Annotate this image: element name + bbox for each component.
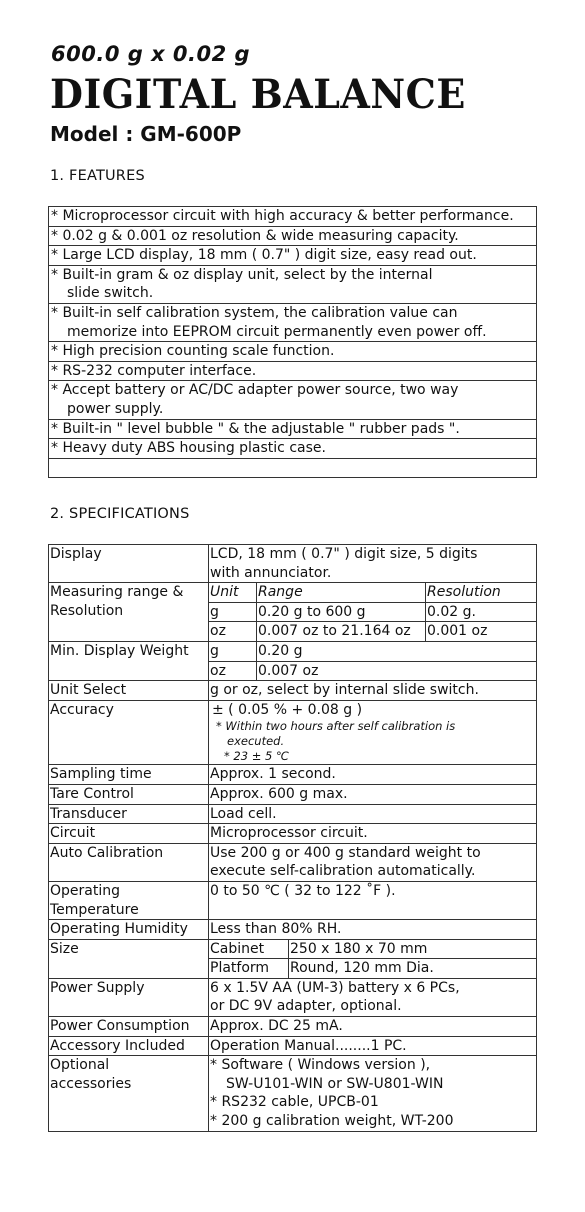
features-heading: 1. FEATURES [50,168,145,184]
feature-cell [49,361,537,381]
spec-row-operating-temperature [49,881,537,919]
spec-label [49,1056,209,1131]
spec-label-line: Temperature [50,901,139,918]
feature-cell [49,458,537,477]
spec-label: Sampling time [49,765,209,785]
size-value: Round, 120 mm Dia. [289,959,537,979]
spec-label: Power Supply [49,978,209,1016]
feature-text: memorize into EEPROM circuit permanently even power off. [67,323,487,340]
feature-row [49,303,537,341]
spec-label: Accuracy [49,700,209,765]
spec-value [209,700,537,765]
feature-cell [49,246,537,266]
min-value: 0.20 g [257,641,537,661]
specifications-table [48,544,537,1132]
feature-cell [49,226,537,246]
range-value: 0.20 g to 600 g [257,602,426,622]
spec-value [209,545,537,583]
spec-value-line: * 200 g calibration weight, WT-200 [210,1113,454,1130]
accuracy-note: executed. [227,734,285,749]
range-head-range: Range [257,583,426,603]
spec-label [49,881,209,919]
spec-row-unit-select [49,681,537,701]
min-unit: g [209,641,257,661]
size-part: Platform [209,959,289,979]
spec-value [209,978,537,1016]
feature-text: * Accept battery or AC/DC adapter power source, two way [51,382,459,399]
spec-row-power-supply [49,978,537,1016]
spec-row-display [49,545,537,583]
range-resolution: 0.02 g. [426,602,537,622]
feature-row [49,419,537,439]
spec-label: Size [49,939,209,978]
spec-row [49,784,537,804]
spec-label-line: accessories [50,1075,132,1092]
accuracy-note: * 23 ± 5 ℃ [224,749,289,764]
feature-row [49,342,537,362]
feature-cell [49,265,537,303]
spec-label: Accessory Included [49,1036,209,1056]
spec-row-size [49,939,537,959]
range-unit: oz [209,622,257,642]
feature-text: power supply. [67,400,164,417]
spec-value-line: 6 x 1.5V AA (UM-3) battery x 6 PCs, [210,979,460,996]
range-value: 0.007 oz to 21.164 oz [257,622,426,642]
feature-row [49,265,537,303]
spec-label: Display [49,545,209,583]
spec-row-min-display [49,641,537,661]
spec-value [209,1056,537,1131]
feature-text: * Built-in gram & oz display unit, select by the internal [51,266,433,283]
accuracy-note: * Within two hours after self calibration is [216,719,456,734]
feature-cell [49,439,537,459]
min-value: 0.007 oz [257,661,537,681]
spec-row-auto-calibration [49,843,537,881]
spec-value-line: * RS232 cable, UPCB-01 [210,1094,379,1111]
min-unit: oz [209,661,257,681]
range-unit: g [209,602,257,622]
spec-label: Transducer [49,804,209,824]
spec-row-optional [49,1056,537,1131]
spec-value: Load cell. [209,804,537,824]
feature-cell [49,303,537,341]
document-title: DIGITAL BALANCE [50,70,466,118]
spec-value: Less than 80% RH. [209,920,537,940]
feature-row [49,246,537,266]
feature-text: * Built-in self calibration system, the calibration value can [51,304,458,321]
feature-row [49,226,537,246]
spec-row [49,804,537,824]
spec-value: g or oz, select by internal slide switch. [209,681,537,701]
feature-cell [49,207,537,227]
spec-value-line: * Software ( Windows version ), [210,1057,431,1074]
spec-value-line: Use 200 g or 400 g standard weight to [210,844,481,861]
feature-row [49,361,537,381]
spec-value-line: SW-U101-WIN or SW-U801-WIN [226,1075,444,1092]
spec-value: Approx. 600 g max. [209,784,537,804]
feature-cell [49,381,537,419]
spec-value-line: or DC 9V adapter, optional. [210,998,402,1015]
features-table [48,206,537,478]
spec-label-line: Operating [50,882,120,899]
spec-label-line: Resolution [50,602,124,619]
spec-value: Microprocessor circuit. [209,824,537,844]
spec-value [209,843,537,881]
feature-text: * Microprocessor circuit with high accuracy & better performance. [51,208,514,224]
size-value: 250 x 180 x 70 mm [289,939,537,959]
spec-value: 0 to 50 ℃ ( 32 to 122 ˚F ). [209,881,537,919]
range-resolution: 0.001 oz [426,622,537,642]
spec-label-line: Optional [50,1057,110,1074]
spec-row [49,765,537,785]
size-part: Cabinet [209,939,289,959]
feature-text: * High precision counting scale function. [51,343,335,360]
spec-label: Auto Calibration [49,843,209,881]
model-name: Model : GM-600P [50,122,242,146]
feature-text: * Built-in " level bubble " & the adjustable " rubber pads ". [51,420,460,437]
specifications-heading: 2. SPECIFICATIONS [50,506,190,522]
feature-text: * RS-232 computer interface. [51,362,257,379]
spec-row-range-head [49,583,537,603]
spec-label: Circuit [49,824,209,844]
spec-label: Min. Display Weight [49,641,209,680]
spec-value-line: LCD, 18 mm ( 0.7" ) digit size, 5 digits [210,546,478,562]
spec-value: Operation Manual........1 PC. [209,1036,537,1056]
feature-row [49,207,537,227]
spec-row-operating-humidity [49,920,537,940]
feature-cell [49,419,537,439]
spec-label-line: Measuring range & [50,584,184,601]
spec-label: Power Consumption [49,1017,209,1037]
spec-row-accuracy [49,700,537,765]
feature-text: * Large LCD display, 18 mm ( 0.7" ) digit size, easy read out. [51,247,477,264]
spec-label: Operating Humidity [49,920,209,940]
spec-label [49,583,209,642]
spec-row-power-consumption [49,1017,537,1037]
spec-label: Tare Control [49,784,209,804]
spec-label: Unit Select [49,681,209,701]
feature-cell [49,342,537,362]
feature-text: * Heavy duty ABS housing plastic case. [51,440,326,457]
spec-value: Approx. 1 second. [209,765,537,785]
feature-row [49,458,537,477]
accuracy-value: ± ( 0.05 % + 0.08 g ) [212,701,363,718]
spec-value: Approx. DC 25 mA. [209,1017,537,1037]
feature-row [49,381,537,419]
spec-value-line: with annunciator. [210,564,332,581]
range-head-unit: Unit [209,583,257,603]
feature-text: * 0.02 g & 0.001 oz resolution & wide measuring capacity. [51,227,459,244]
spec-row [49,824,537,844]
capacity-subtitle: 600.0 g x 0.02 g [51,42,251,66]
spec-value-line: execute self-calibration automatically. [210,863,476,880]
spec-row-accessory [49,1036,537,1056]
range-head-resolution: Resolution [426,583,537,603]
feature-text: slide switch. [67,285,154,302]
feature-row [49,439,537,459]
